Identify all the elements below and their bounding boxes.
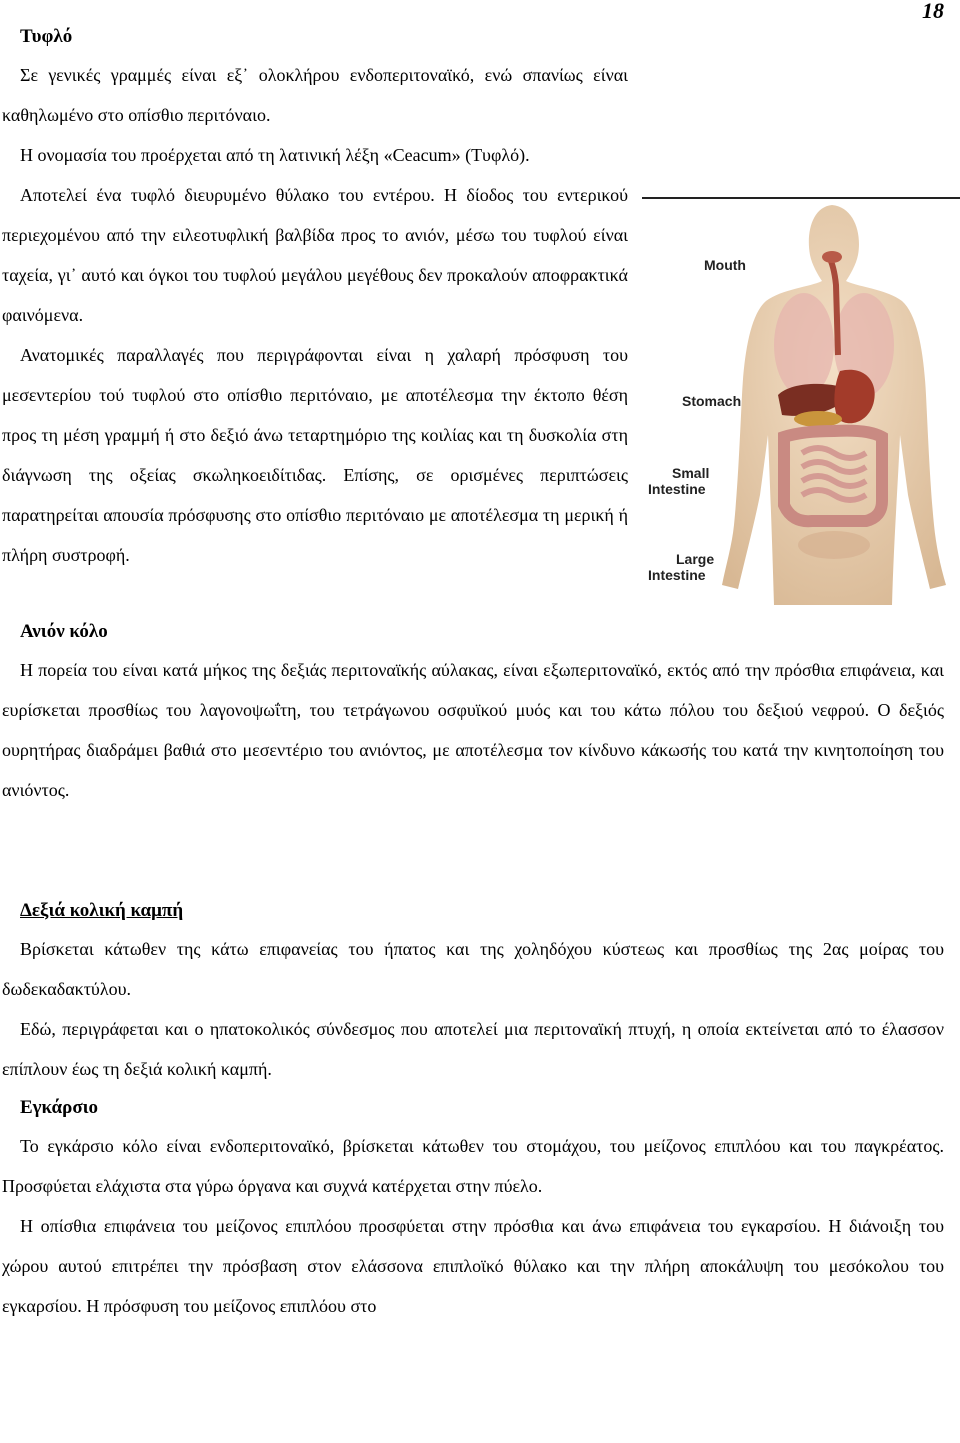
label-stomach: Stomach <box>682 393 742 409</box>
page-number: 18 <box>922 0 944 23</box>
label-small-intestine-line1: Small <box>672 465 710 481</box>
figure-top-rule <box>642 197 960 199</box>
heading-hepatic-flexure <box>0 892 960 929</box>
transverse-paragraph-2: Η οπίσθια επιφάνεια του μείζονος επιπλόου προσφύεται στην πρόσθια και άνω επιφάνεια του εγκαρσίου. Η διάνοιξη του χώρου αυτού επιτρέπει την πρόσβαση στον ελάσσονα επιπλοϊκό θύλακο και την πλήρη αποκάλυψη του μεσόκολου του εγκαρσίου. Η πρόσφυση του μείζονος επιπλόου στο <box>2 1216 944 1316</box>
label-large-intestine-line2: Intestine <box>648 567 706 583</box>
label-small-intestine-line2: Intestine <box>648 481 706 497</box>
heading-ascending-colon: Ανιόν κόλο <box>20 621 108 642</box>
heading-transverse-colon: Εγκάρσιο <box>20 1097 99 1118</box>
heading-cecum: Τυφλό <box>20 26 73 47</box>
label-mouth: Mouth <box>704 257 746 273</box>
transverse-paragraph-1: Το εγκάρσιο κόλο είναι ενδοπεριτοναϊκό, βρίσκεται κάτωθεν του στομάχου, του μείζονος επιπλόου και του παγκρέατος. Προσφύεται ελάχιστα στα γύρω όργανα και συχνά κατέρχεται στην πύελο. <box>2 1136 944 1196</box>
ascending-paragraph-1: Η πορεία του είναι κατά μήκος της δεξιάς περιτοναϊκής αύλακας, είναι εξωπεριτοναϊκό, εκτός από την πρόσθια επιφάνεια, και ευρίσκεται προσθίως του λαγονοψωΐτη, του τετράγωνου οσφυϊκού μυός και του κάτω πόλου του δεξιού νεφρού. Ο δεξιός ουρητήρας διαδράμει βαθιά στο μεσεντέριο του ανιόντος, με αποτέλεσμα τον κίνδυνο κάκωσής του κατά την κινητοποίηση του ανιόντος. <box>2 660 944 800</box>
cecum-paragraph-2: Η ονομασία του προέρχεται από τη λατινική λέξη «Ceacum» (Τυφλό). <box>20 145 530 165</box>
label-large-intestine-line1: Large <box>676 551 715 567</box>
hepatic-flexure-paragraph-2: Εδώ, περιγράφεται και ο ηπατοκολικός σύνδεσμος που αποτελεί μια περιτοναϊκή πτυχή, η οποία εκτείνεται από το έλασσον επίπλουν έως τη δεξιά κολική καμπή. <box>2 1019 944 1079</box>
document-body <box>0 18 960 1326</box>
hepatic-flexure-paragraph-1: Βρίσκεται κάτωθεν της κάτω επιφανείας του ήπατος και της χοληδόχου κύστεως και προσθίως της 2ας μοίρας του δωδεκαδακτύλου. <box>2 939 944 999</box>
heading-hepatic-flexure-text: Δεξιά κολική καμπή <box>20 900 184 921</box>
cecum-paragraph-1: Σε γενικές γραμμές είναι εξ᾽ ολοκλήρου ενδοπεριτοναϊκό, ενώ σπανίως είναι καθηλωμένο στο οπίσθιο περιτόναιο. <box>2 65 628 125</box>
cecum-paragraph-3: Αποτελεί ένα τυφλό διευρυμένο θύλακο του εντέρου. Η δίοδος του εντερικού περιεχομένου από την ειλεοτυφλική βαλβίδα προς το ανιόν, μέσω του τυφλού είναι ταχεία, γι᾽ αυτό και όγκοι του τυφλού μεγάλου μεγέθους δεν προκαλούν αποφρακτικά φαινόμενα. <box>2 185 628 325</box>
cecum-paragraph-4: Ανατομικές παραλλαγές που περιγράφονται είναι η χαλαρή πρόσφυση του μεσεντερίου τού τυφλού στο οπίσθιο περιτόναιο, με αποτέλεσμα την έκτοπο θέση προς τη μέση γραμμή ή στο δεξιό άνω τεταρτημόριο της κοιλίας και τη δυσκολία στη διάγνωση της οξείας σκωληκοειδίτιδας. Επίσης, σε ορισμένες περιπτώσεις παρατηρείται απουσία πρόσφυσης στο οπίσθιο περιτόναιο με αποτέλεσμα τη μερική ή πλήρη συστροφή. <box>2 345 628 565</box>
digestive-system-figure <box>642 197 960 615</box>
